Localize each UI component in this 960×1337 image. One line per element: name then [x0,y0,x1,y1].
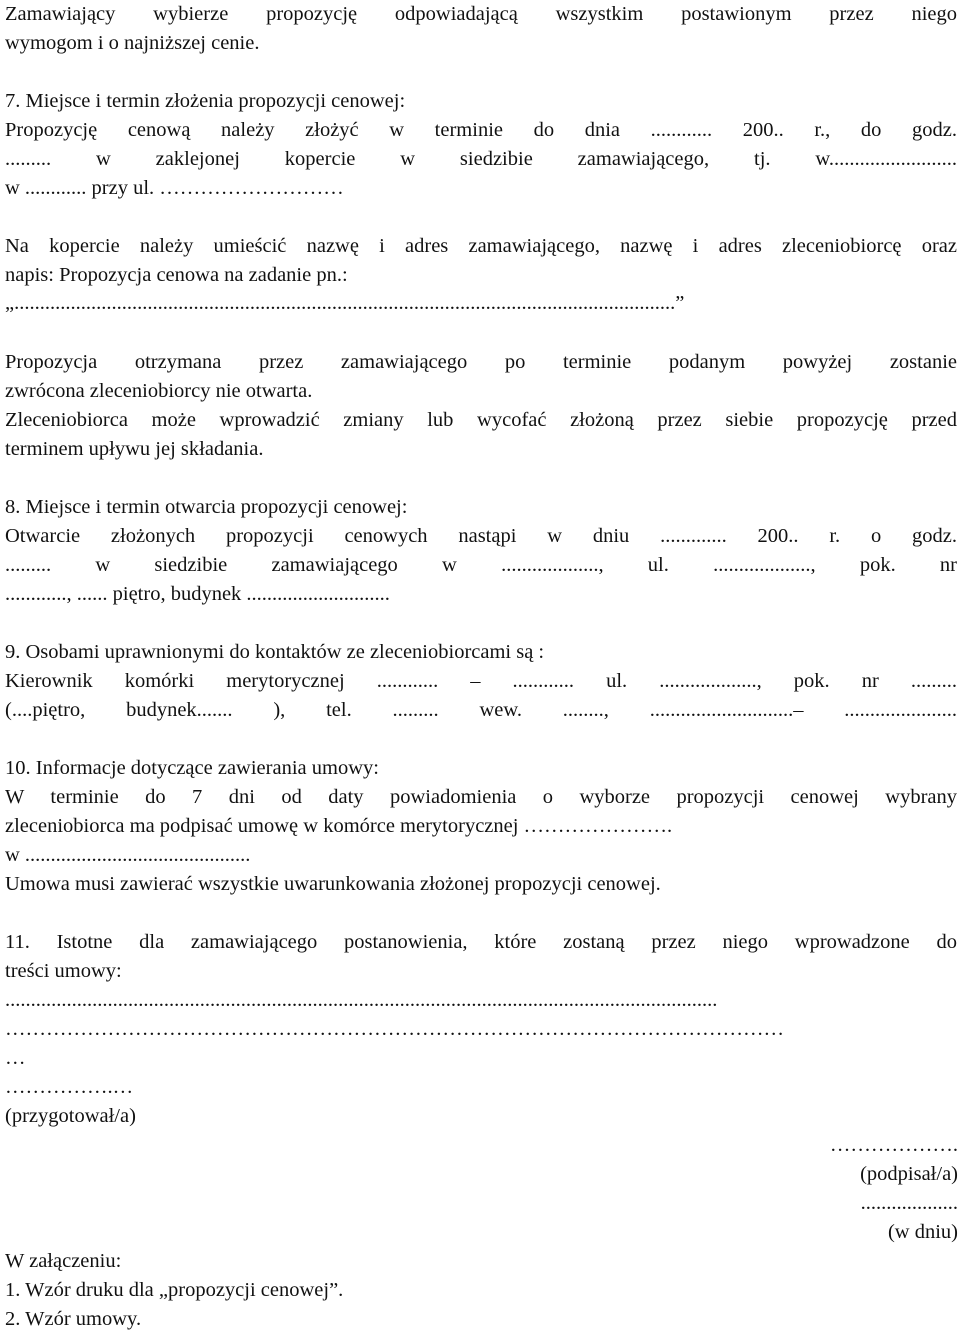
s9-line-1: Kierownik komórki merytorycznej ............ – ............ ul. ..................., pok. nr ......... [5,670,957,692]
s8-line-2: ......... w siedzibie zamawiającego w ..................., ul. ..................., pok. nr [5,554,957,576]
s10-line-3: w ............................................ [5,844,251,866]
s7-line-9: Zleceniobiorca może wprowadzić zmiany lub wycofać złożoną przez siebie propozycję przed [5,409,957,431]
s11-dots-line-4: …………….… [5,1076,134,1098]
s8-line-3: ............, ...... piętro, budynek ............................ [5,583,390,605]
section-7-heading: 7. Miejsce i termin złożenia propozycji cenowej: [5,90,406,112]
s9-line-2: (....piętro, budynek....... ), tel. ......... wew. ........, ............................– ...................... [5,699,957,721]
s10-line-1: W terminie do 7 dni od daty powiadomienia o wyborze propozycji cenowej wybrany [5,786,957,808]
s10-line-2: zleceniobiorca ma podpisać umowę w komórce merytorycznej …………………. [5,815,673,837]
s7-line-1: Propozycję cenową należy złożyć w terminie do dnia ............ 200.. r., do godz. [5,119,957,141]
s7-line-7: Propozycja otrzymana przez zamawiającego po terminie podanym powyżej zostanie [5,351,957,373]
s7-line-2: ......... w zaklejonej kopercie w siedzibie zamawiającego, tj. w......................... [5,148,957,170]
section-10-heading: 10. Informacje dotyczące zawierania umowy: [5,757,379,779]
attachment-item-1: 1. Wzór druku dla „propozycji cenowej”. [5,1279,344,1301]
s11-dots-line-1: ........................................................................................................................................... [5,989,718,1011]
s7-line-5: napis: Propozycja cenowa na zadanie pn.: [5,264,348,286]
attachments-heading: W załączeniu: [5,1250,122,1272]
s7-line-4: Na kopercie należy umieścić nazwę i adres zamawiającego, nazwę i adres zleceniobiorcę oraz [5,235,957,257]
s11-line-1: 11. Istotne dla zamawiającego postanowienia, które zostaną przez niego wprowadzone do [5,931,957,953]
s10-line-4: Umowa musi zawierać wszystkie uwarunkowania złożonej propozycji cenowej. [5,873,661,895]
prepared-by-label: (przygotował/a) [5,1105,136,1127]
signature-dots: ………………. [829,1134,958,1156]
s6-line-1: Zamawiający wybierze propozycję odpowiadającą wszystkim postawionym przez niego [5,3,957,25]
section-8-heading: 8. Miejsce i termin otwarcia propozycji cenowej: [5,496,408,518]
s11-dots-line-3: … [5,1047,26,1069]
s7-line-8: zwrócona zleceniobiorcy nie otwarta. [5,380,313,402]
s7-line-6: „.................................................................................................................................” [5,292,685,314]
date-dots: ................... [860,1192,958,1214]
s7-line-10: terminem upływu jej składania. [5,438,264,460]
date-label: (w dniu) [887,1221,958,1243]
s7-line-3: w ............ przy ul. ……………………… [5,177,344,199]
attachment-item-2: 2. Wzór umowy. [5,1308,142,1330]
s11-line-2: treści umowy: [5,960,122,982]
s11-dots-line-2: …………………………………………………………………………………………………… [5,1018,784,1040]
signed-by-label: (podpisał/a) [860,1163,958,1185]
s6-line-2: wymogom i o najniższej cenie. [5,32,260,54]
section-9-heading: 9. Osobami uprawnionymi do kontaktów ze zleceniobiorcami są : [5,641,545,663]
s8-line-1: Otwarcie złożonych propozycji cenowych nastąpi w dniu ............. 200.. r. o godz. [5,525,957,547]
